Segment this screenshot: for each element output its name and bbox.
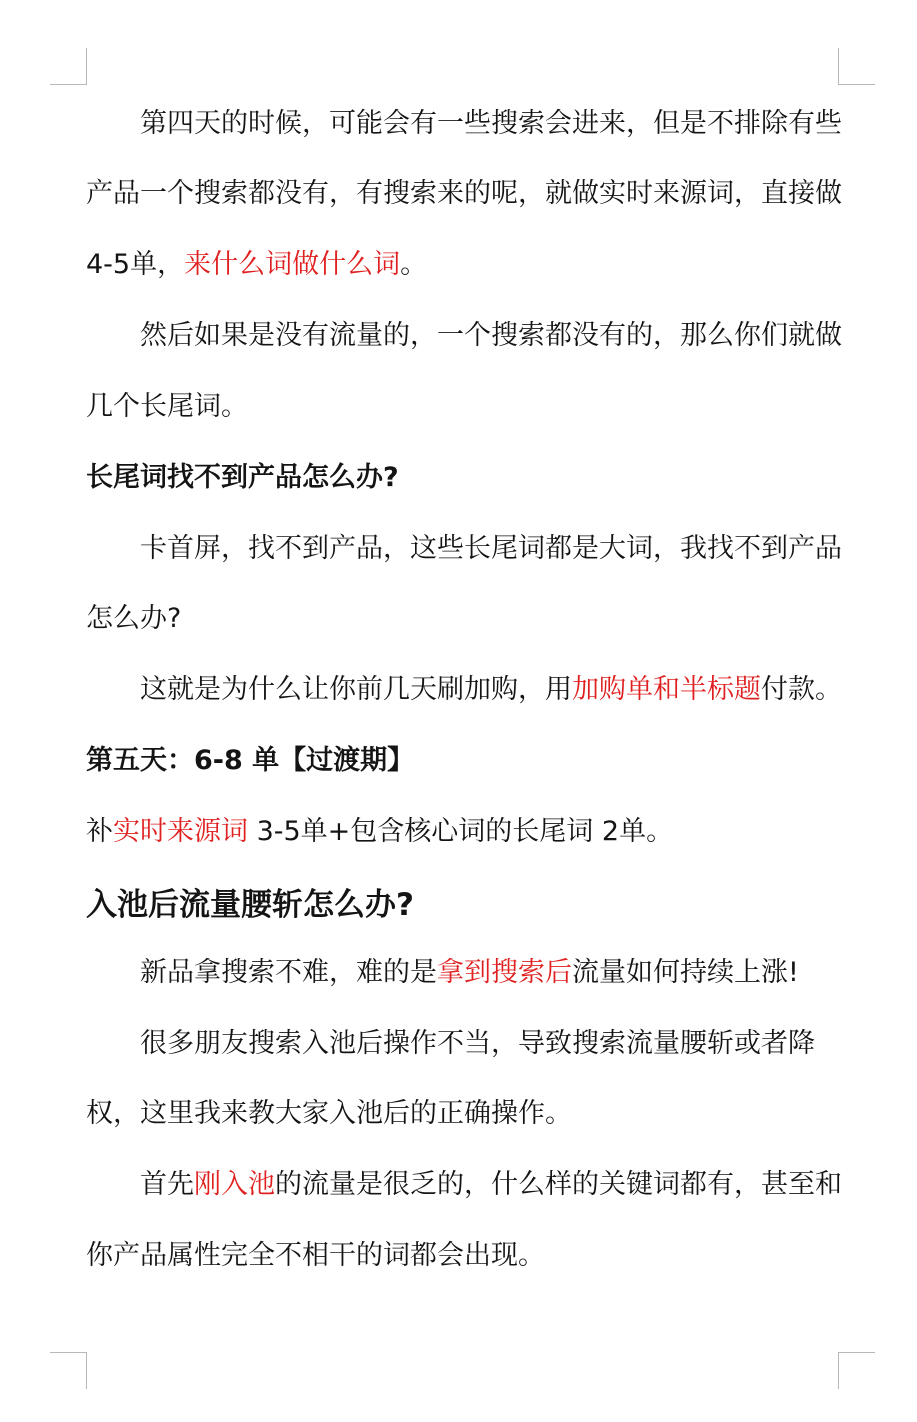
corner-mark-top-left (50, 48, 87, 85)
day5-suffix: 3-5单+包含核心词的长尾词 2单。 (248, 816, 674, 847)
day4-line-3-prefix: 4-5单， (86, 249, 185, 280)
day4-line-1: 第四天的时候，可能会有一些搜索会进来，但是不排除有些 (140, 108, 842, 139)
day4-line-3-suffix: 。 (400, 249, 428, 280)
first-suffix: 的流量是很乏的，什么样的关键词都有，甚至和 (275, 1169, 842, 1200)
heading-pool: 入池后流量腰斩怎么办? (86, 887, 414, 923)
day4-line-2: 产品一个搜索都没有，有搜索来的呢，就做实时来源词，直接做 (86, 178, 842, 209)
day5-highlight: 实时来源词 (113, 816, 248, 847)
longtail-line-2: 怎么办? (86, 603, 182, 634)
first-line-2: 你产品属性完全不相干的词都会出现。 (86, 1240, 545, 1271)
heading-longtail: 长尾词找不到产品怎么办? (86, 462, 399, 493)
first-prefix: 首先 (140, 1169, 194, 1200)
new-highlight: 拿到搜索后 (437, 957, 572, 988)
reason-suffix: 付款。 (761, 674, 842, 705)
corner-mark-bottom-right (838, 1352, 875, 1389)
day5-line (86, 812, 673, 852)
no-traffic-line-2: 几个长尾词。 (86, 391, 248, 422)
day4-highlight: 来什么词做什么词 (184, 249, 401, 280)
new-prefix: 新品拿搜索不难，难的是 (140, 957, 437, 988)
corner-mark-bottom-left (50, 1352, 87, 1389)
no-traffic-line-1: 然后如果是没有流量的，一个搜索都没有的，那么你们就做 (140, 320, 842, 351)
day5-prefix: 补 (86, 816, 113, 847)
friends-line-2: 权，这里我来教大家入池后的正确操作。 (86, 1098, 572, 1129)
new-product-line (140, 953, 799, 993)
day4-line-3 (86, 245, 427, 285)
corner-mark-top-right (838, 48, 875, 85)
reason-line (140, 670, 842, 710)
friends-line-1: 很多朋友搜索入池后操作不当，导致搜索流量腰斩或者降 (140, 1028, 815, 1059)
new-suffix: 流量如何持续上涨! (572, 957, 799, 988)
reason-highlight: 加购单和半标题 (572, 674, 761, 705)
first-line-1 (140, 1165, 842, 1205)
reason-prefix: 这就是为什么让你前几天刷加购，用 (140, 674, 572, 705)
longtail-line-1: 卡首屏，找不到产品，这些长尾词都是大词，我找不到产品 (140, 533, 842, 564)
first-highlight: 刚入池 (194, 1169, 275, 1200)
heading-day5: 第五天：6-8 单【过渡期】 (86, 745, 415, 776)
